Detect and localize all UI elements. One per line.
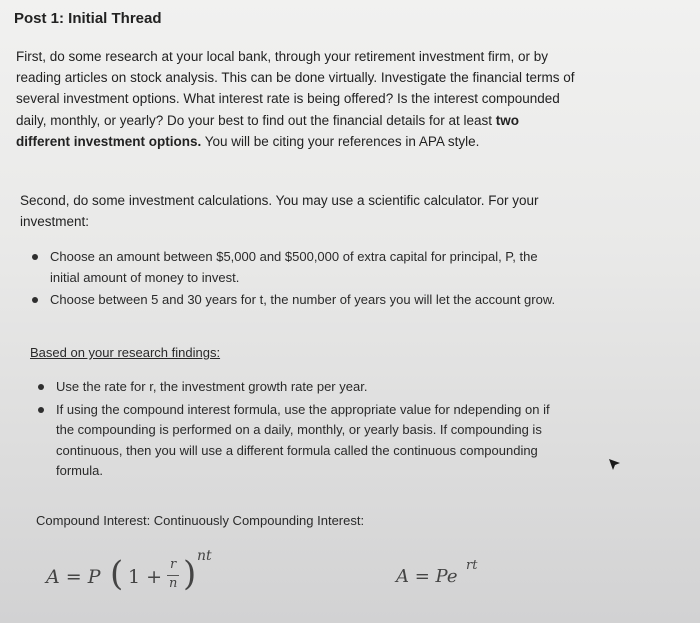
compound-interest-formula — [46, 548, 246, 598]
continuous-exponent: rt — [466, 558, 478, 573]
continuous-lhs: A = Pe — [396, 566, 458, 587]
findings-bullets — [36, 377, 566, 484]
post-title: Post 1: Initial Thread — [14, 10, 162, 27]
open-paren: ( — [110, 554, 124, 594]
formula-label: Compound Interest: Continuously Compounding Interest: — [36, 513, 365, 528]
intro-paragraph — [16, 46, 576, 152]
intro-text: First, do some research at your local bank, through your retirement investment firm, or by reading articles on stock analysis. This can be done virtually. Investigate the financial terms of several investment options. What interest rate is being offered? Is the interest compounded daily, monthly, or yearly? Do your best to find out the financial details for at least — [16, 49, 575, 128]
calc-paragraph: Second, do some investment calculations. You may use a scientific calculator. For your investment: — [20, 193, 539, 230]
list-item: Use the rate for r, the investment growth rate per year. — [36, 377, 566, 398]
close-paren: ) — [183, 554, 197, 594]
findings-label: Based on your research findings: — [30, 345, 221, 360]
list-item: Choose between 5 and 30 years for t, the number of years you will let the account grow. — [30, 290, 570, 311]
fraction-denominator: n — [169, 576, 178, 591]
investment-bullets — [30, 247, 570, 313]
fraction-numerator: r — [170, 557, 177, 572]
mouse-pointer-icon — [608, 458, 622, 477]
formula-exponent: nt — [197, 548, 212, 564]
intro-bold-text: two different investment options. — [16, 112, 519, 149]
list-item: If using the compound interest formula, use the appropriate value for ndepending on if the compounding is performed on a daily, monthly, or yearly basis. If compounding is continuous, then you will use a different formula called the continuous compounding formula. — [36, 400, 566, 482]
continuous-interest-formula — [396, 558, 516, 592]
formula-one-plus: 1 + — [128, 566, 163, 588]
list-item: Choose an amount between $5,000 and $500,000 of extra capital for principal, P, the initial amount of money to invest. — [30, 247, 570, 288]
intro-text-end: You will be citing your references in APA style. — [201, 133, 480, 149]
formula-lhs: A = P — [46, 566, 101, 588]
